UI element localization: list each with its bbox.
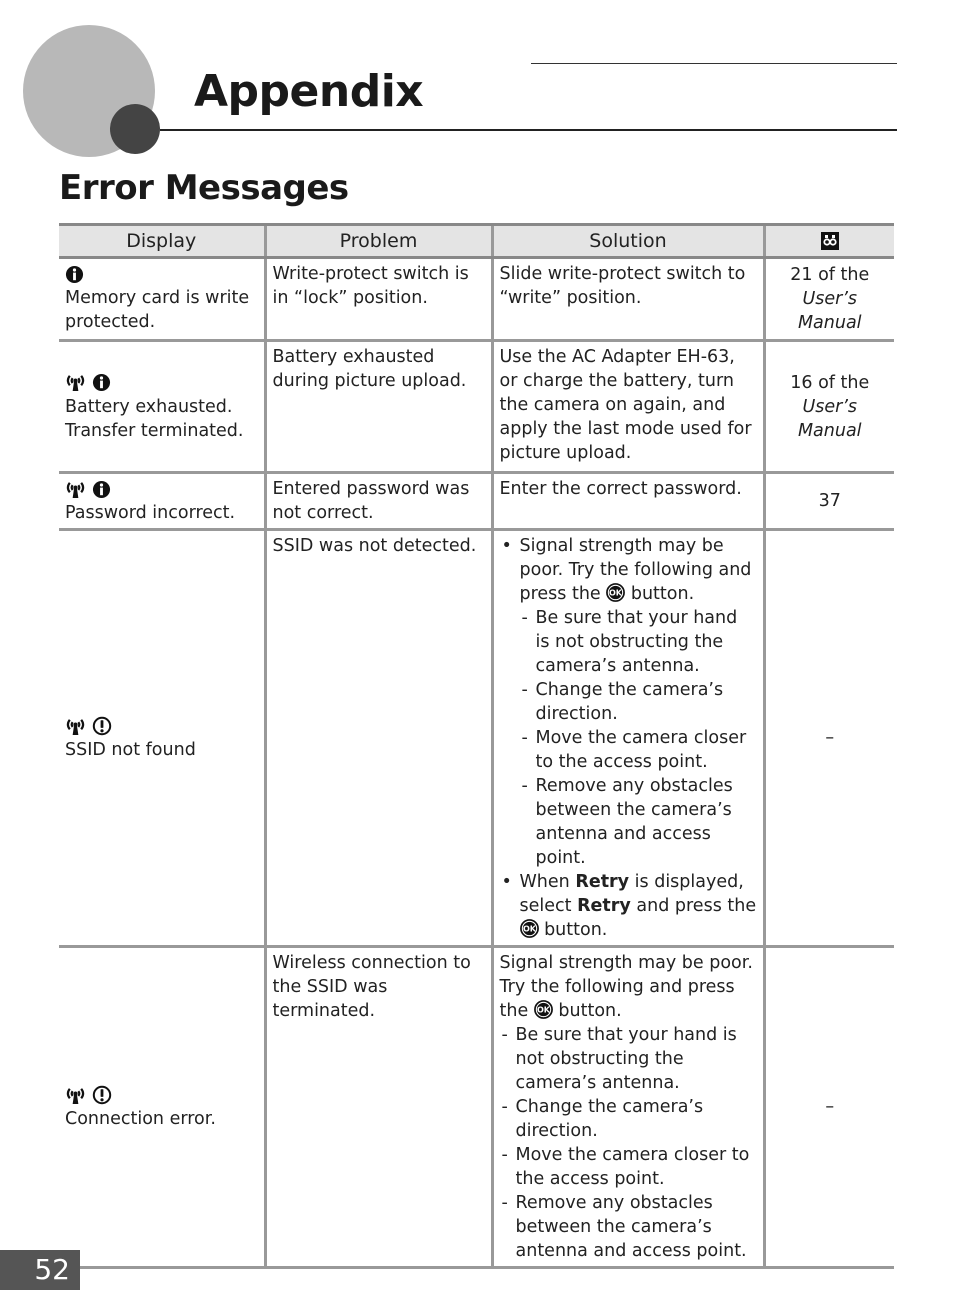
table-row [59,530,894,947]
solution-cell [492,530,764,947]
problem-cell: Wireless connection to the SSID was terminated. [265,947,492,1268]
solution-step: - Remove any obstacles between the camera’s antenna and access point. [516,1191,757,1263]
info-icon [92,480,111,499]
reference-column-header [764,225,894,258]
info-icon [92,373,111,392]
solution-step: - Move the camera closer to the access point. [516,1143,757,1191]
display-message: Memory card is write protected. [65,288,250,332]
display-message: Password incorrect. [65,503,236,523]
solution-bullet: • Signal strength may be poor. Try the following and press the button. - Be sure that your hand is not obstructing the camera’s antenna. - Change the camera’s direction. - Move the camera closer to the access point. - Remove any obstacles between the camera’s antenna and access point. [520,534,757,870]
solution-step: - Be sure that your hand is not obstructing the camera’s antenna. [516,1023,757,1095]
wireless-icon [65,717,86,736]
reference-cell: – [764,530,894,947]
warning-icon [92,1085,112,1105]
table-row [59,947,894,1268]
section-title: Error Messages [59,168,349,208]
solution-cell: Slide write-protect switch to “write” position. [492,258,764,341]
chapter-title: Appendix [194,66,424,117]
problem-cell: Entered password was not correct. [265,473,492,530]
display-message-line-1: Battery exhausted. [65,396,233,417]
error-messages-table [59,223,894,1269]
display-message: SSID not found [65,740,196,760]
reference-manual: User’s Manual [797,289,862,333]
title-underline [160,129,897,131]
solution-cell [492,947,764,1268]
info-icon [65,265,84,284]
solution-step: - Be sure that your hand is not obstructing the camera’s antenna. [536,606,757,678]
reference-page: 21 of the [790,265,870,285]
wireless-icon [65,373,86,392]
display-cell [59,258,265,341]
display-message-line-2: Transfer terminated. [65,420,244,441]
solution-step: - Change the camera’s direction. [516,1095,757,1143]
display-cell [59,947,265,1268]
table-row [59,473,894,530]
table-row [59,258,894,341]
decorative-circle-small [110,104,160,154]
solution-bullet: • When Retry is displayed, select Retry and press the button. [520,870,757,942]
solution-cell: Enter the correct password. [492,473,764,530]
ok-button-icon [520,919,539,938]
ok-button-icon [534,1000,553,1019]
table-row [59,341,894,473]
ok-button-icon [606,583,625,602]
display-cell [59,341,265,473]
display-message: Connection error. [65,1109,216,1129]
warning-icon [92,716,112,736]
problem-cell: Write-protect switch is in “lock” position. [265,258,492,341]
reference-cell: – [764,947,894,1268]
solution-column-header: Solution [492,225,764,258]
reference-manual: User’s Manual [797,396,862,441]
problem-column-header: Problem [265,225,492,258]
problem-cell: SSID was not detected. [265,530,492,947]
display-cell [59,473,265,530]
display-column-header: Display [59,225,265,258]
reference-page: 16 of the [790,372,870,393]
solution-intro: Signal strength may be poor. Try the following and press the button. [499,953,753,1021]
solution-step: - Change the camera’s direction. [536,678,757,726]
reference-cell: 37 [764,473,894,530]
solution-cell: Use the AC Adapter EH-63, or charge the battery, turn the camera on again, and apply the last mode used for picture upload. [492,341,764,473]
header-rule [531,63,897,64]
reference-icon [820,231,840,251]
reference-cell [764,341,894,473]
solution-step: - Move the camera closer to the access point. [536,726,757,774]
reference-cell [764,258,894,341]
problem-cell: Battery exhausted during picture upload. [265,341,492,473]
solution-step: - Remove any obstacles between the camera’s antenna and access point. [536,774,757,870]
wireless-icon [65,480,86,499]
display-cell [59,530,265,947]
wireless-icon [65,1086,86,1105]
page-number: 52 [0,1250,80,1290]
table-header-row [59,225,894,258]
